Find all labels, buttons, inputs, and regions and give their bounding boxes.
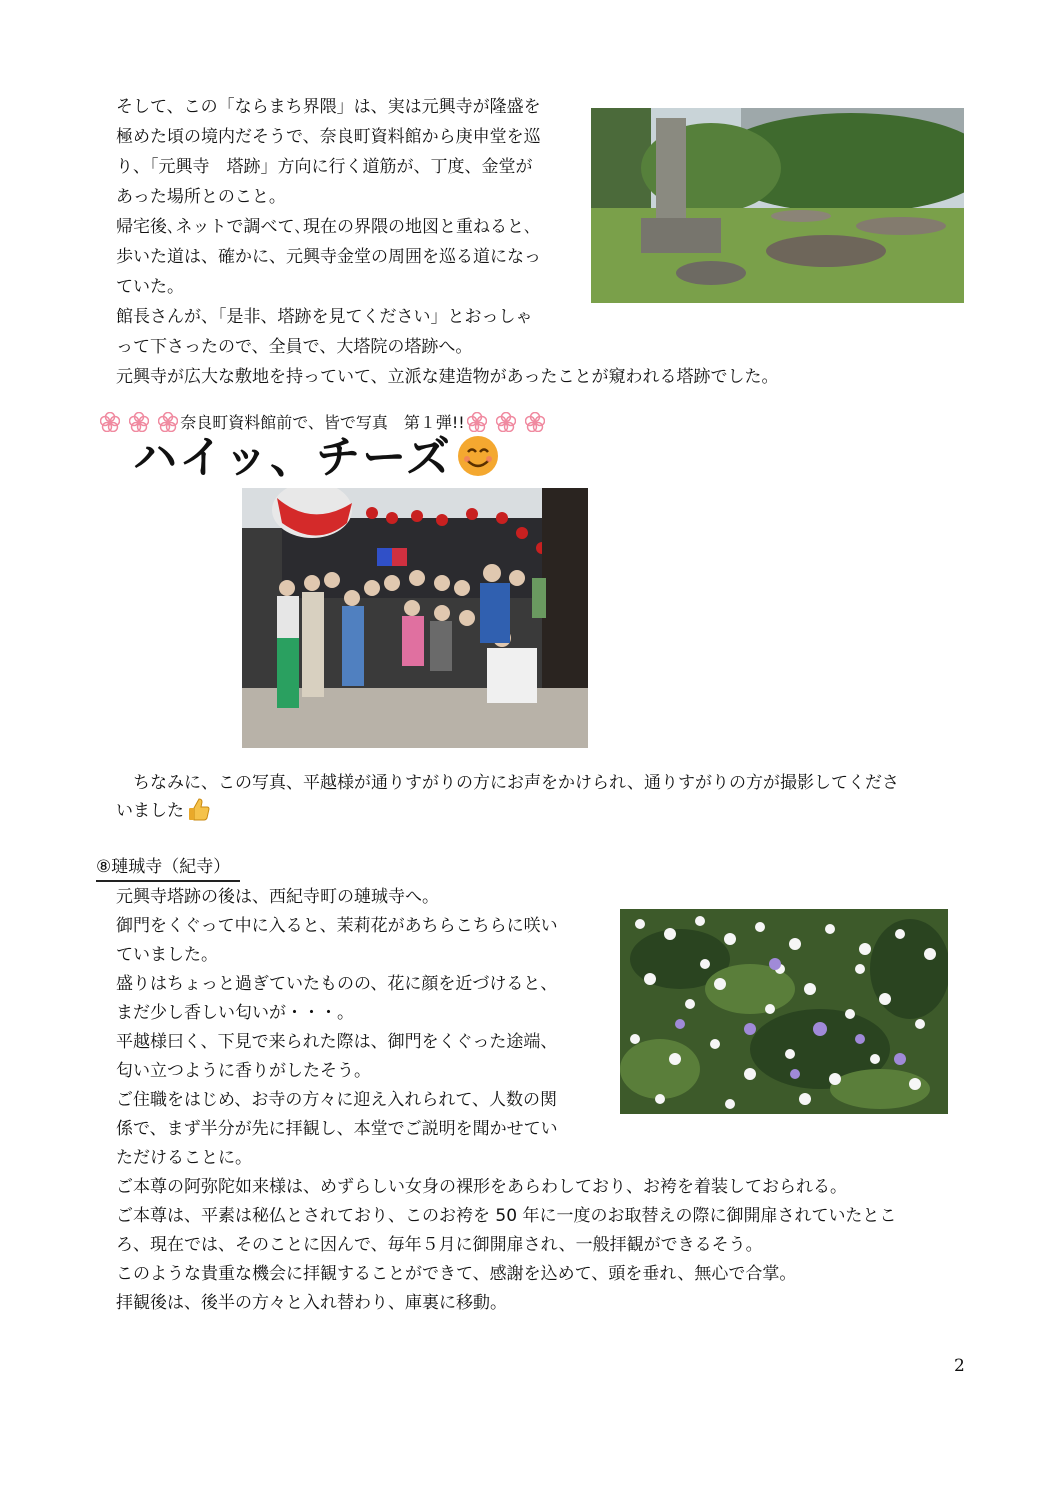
flower-icon (100, 412, 120, 432)
text-line: 極めた頃の境内だそうで、奈良町資料館から庚申堂を巡 (116, 127, 541, 147)
flower-icon (525, 412, 545, 432)
text-line: ご本尊は、平素は秘仏とされており、このお袴を 50 年に一度のお取替えの際に御開扉されていたとこ (116, 1206, 897, 1226)
big-heading-text: ハイッ、チーズ (133, 432, 452, 483)
photo-note-line-2 (116, 796, 210, 826)
text-line: まだ少し香しい匂いが・・・。 (116, 1003, 354, 1023)
section-title: ⑧璉珹寺（紀寺） (96, 854, 240, 882)
flower-icon (467, 412, 487, 432)
text-line: 平越様曰く、下見で来られた際は、御門をくぐった途端、 (116, 1032, 558, 1052)
text-line: 元興寺が広大な敷地を持っていて、立派な建造物があったことが窺われる塔跡でした。 (116, 367, 779, 387)
text-line: 盛りはちょっと過ぎていたものの、花に顔を近づけると、 (116, 974, 558, 994)
photo-caption-text: 奈良町資料館前で、皆で写真 第１弾!! (180, 413, 465, 432)
thumbs-up-icon (188, 797, 210, 821)
big-heading (133, 430, 500, 486)
text-line: あった場所とのこと。 (116, 187, 286, 207)
text-line: 帰宅後､ネットで調べて､現在の界隈の地図と重ねると､ (116, 217, 533, 237)
text-line: ご住職をはじめ、お寺の方々に迎え入れられて、人数の関 (116, 1090, 557, 1110)
page-number: 2 (954, 1356, 965, 1376)
text-line: 係で、まず半分が先に拝観し、本堂でご説明を聞かせてい (116, 1119, 558, 1139)
text-line: り、「元興寺 塔跡」方向に行く道筋が、丁度、金堂が (116, 157, 533, 177)
text-line: ご本尊の阿弥陀如来様は、めずらしい女身の裸形をあらわしており、お袴を着装しておられる。 (116, 1177, 847, 1197)
text-line: 御門をくぐって中に入ると、茉莉花があちらこちらに咲い (116, 916, 558, 936)
text-line: 元興寺塔跡の後は、西紀寺町の璉珹寺へ。 (116, 887, 439, 907)
text-line: 歩いた道は、確かに、元興寺金堂の周囲を巡る道になっ (116, 247, 541, 267)
text-line: 匂い立つように香りがしたそう。 (116, 1061, 371, 1081)
text-line: ただけることに。 (116, 1148, 252, 1168)
text-line: このような貴重な機会に拝観することができて、感謝を込めて、頭を垂れ、無心で合掌。 (116, 1264, 797, 1284)
text-line: 館長さんが、「是非、塔跡を見てください」とおっしゃ (116, 307, 533, 327)
text-line: ていました。 (116, 945, 218, 965)
text-line: ろ、現在では、そのことに因んで、毎年５月に御開扉され、一般拝観ができるそう。 (116, 1235, 763, 1255)
flower-icon (496, 412, 516, 432)
flower-icon (158, 412, 178, 432)
text-line: 拝観後は、後半の方々と入れ替わり、庫裏に移動。 (116, 1293, 507, 1313)
photo-note-line: ちなみに、この写真、平越様が通りすがりの方にお声をかけられ、通りすがりの方が撮影してくださ (116, 773, 900, 793)
text-line: ていた。 (116, 277, 184, 297)
text-line: そして、この「ならまち界隈」は、実は元興寺が隆盛を (116, 97, 541, 117)
text-line: って下さったので、全員で、大塔院の塔跡へ。 (116, 337, 473, 357)
smiley-icon (456, 434, 500, 478)
group-photo (242, 488, 588, 748)
flower-icon (129, 412, 149, 432)
pagoda-ruins-photo (591, 108, 964, 303)
jasmine-photo (620, 909, 948, 1114)
photo-note-text: いました (116, 801, 184, 821)
